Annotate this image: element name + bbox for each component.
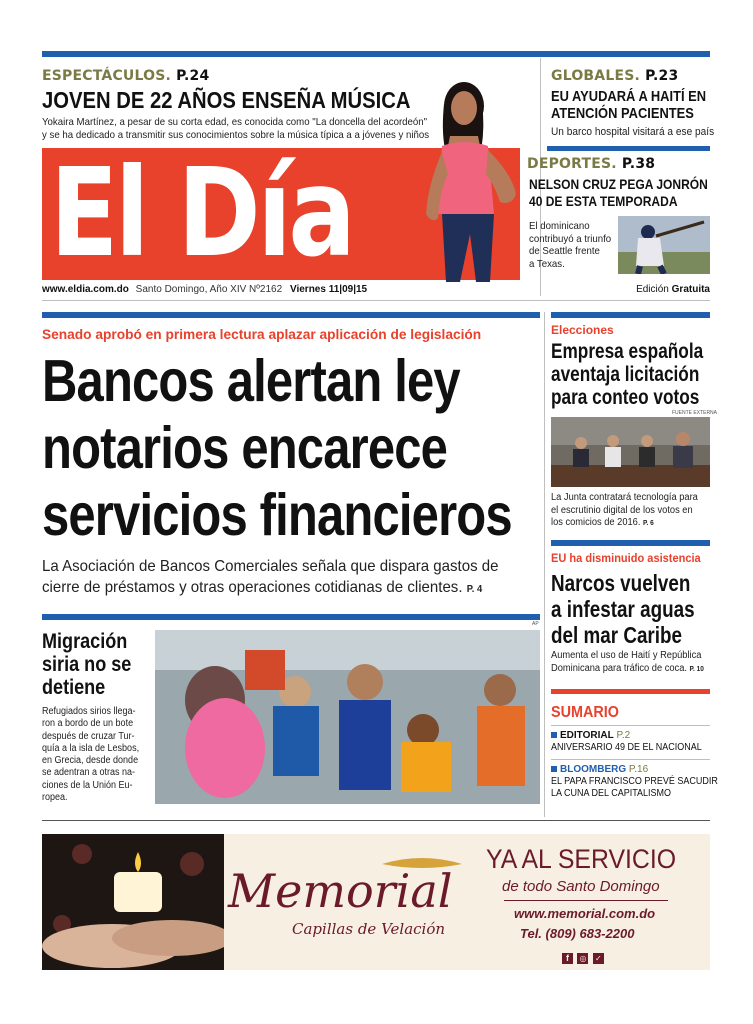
migracion-body-line: ropea. xyxy=(42,792,68,804)
espectaculos-dek-1: Yokaira Martínez, a pesar de su corta edad, es conocida como "La doncella del acordeón" xyxy=(42,116,428,128)
globales-headline-1[interactable]: EU AYUDARÁ A HAITÍ EN xyxy=(551,88,707,105)
issue-date: Viernes 11|09|15 xyxy=(289,284,368,295)
memorial-brand: Memorial xyxy=(228,864,453,918)
dateline xyxy=(42,284,710,300)
masthead-logo: El Día xyxy=(50,142,353,284)
migracion-headline[interactable] xyxy=(42,630,131,699)
deportes-dek-1: El dominicano xyxy=(529,220,590,232)
sumario-item-text-1: EL PAPA FRANCISCO PREVÉ SACUDIR xyxy=(551,776,718,787)
lead-kicker[interactable]: Senado aprobó en primera lectura aplazar aplicación de legislación xyxy=(42,326,482,342)
elecciones-caption-2: el escrutinio digital de los votos en xyxy=(551,504,693,516)
dateline-rule xyxy=(42,300,710,301)
narcos-dek-2: Dominicana para tráfico de coca. xyxy=(551,662,687,674)
migracion-rule xyxy=(42,614,540,620)
model-photo xyxy=(420,74,532,284)
elecciones-caption xyxy=(551,492,698,531)
sumario-item-page: P.2 xyxy=(616,730,631,741)
deportes-headline-1[interactable]: NELSON CRUZ PEGA JONRÓN xyxy=(529,176,708,192)
instagram-icon[interactable]: ◎ xyxy=(577,953,588,964)
migracion-body-line: se adentran a otras na- xyxy=(42,767,136,779)
place-issue: Santo Domingo, Año XIV Nº2162 xyxy=(135,284,283,295)
migracion-body-line: Refugiados sirios llega- xyxy=(42,706,136,717)
facebook-icon[interactable]: f xyxy=(562,953,573,964)
narcos-dek-1: Aumenta el uso de Haití y República xyxy=(551,650,702,661)
migracion-body-line: ron a bordo de un bote xyxy=(42,718,134,730)
espectaculos-label: ESPECTÁCULOS. xyxy=(42,68,172,84)
deportes-dek-2: contribuyó a triunfo xyxy=(529,232,612,245)
deportes-rule xyxy=(547,146,710,151)
ad-divider xyxy=(504,900,668,901)
baseball-photo xyxy=(618,216,710,274)
sumario-item-text-2: LA CUNA DEL CAPITALISMO xyxy=(551,788,672,799)
deportes-dek-4: a Texas. xyxy=(529,257,565,270)
lead-dek-page: P. 4 xyxy=(466,584,483,595)
deportes-page: P.38 xyxy=(621,156,656,172)
elecciones-rule xyxy=(551,312,710,318)
elecciones-headline-3: para conteo votos xyxy=(551,386,700,409)
sumario-title-rule xyxy=(551,725,710,726)
lead-headline-2[interactable]: notarios encarece xyxy=(42,415,448,481)
espectaculos-dek-2: y se ha dedicado a transmitir sus conocimientos sobre la música típica a a jóvenes y niños xyxy=(42,129,430,141)
sumario-item-text: ANIVERSARIO 49 DE EL NACIONAL xyxy=(551,742,702,753)
migracion-headline-1: Migración xyxy=(42,630,128,653)
lead-dek-2-line xyxy=(42,577,499,600)
migracion-headline-3: detiene xyxy=(42,676,106,699)
ad-phone[interactable]: Tel. (809) 683-2200 xyxy=(520,926,635,941)
lead-headline-3[interactable]: servicios financieros xyxy=(42,482,512,548)
migracion-credit: AP xyxy=(532,621,539,627)
globales-dek: Un barco hospital visitará a ese país xyxy=(551,126,715,138)
edition-label: Edición xyxy=(636,284,669,295)
narcos-headline-1: Narcos vuelven xyxy=(551,570,691,596)
sumario-item-bloomberg[interactable] xyxy=(551,764,718,800)
lead-rule xyxy=(42,312,540,318)
deportes-kicker[interactable] xyxy=(527,156,655,172)
narcos-dek-2-line xyxy=(551,663,704,677)
narcos-dek-page: P. 10 xyxy=(689,665,704,673)
sumario-item-rule xyxy=(551,759,710,760)
espectaculos-kicker[interactable] xyxy=(42,68,209,84)
memorial-brand-sub: Capillas de Velación xyxy=(292,920,446,938)
elecciones-credit: FUENTE EXTERNA xyxy=(672,410,718,416)
sumario-title: SUMARIO xyxy=(551,704,620,721)
elecciones-caption-3: los comicios de 2016. xyxy=(551,517,641,528)
narcos-headline-3: del mar Caribe xyxy=(551,622,683,648)
lead-dek xyxy=(42,556,499,600)
migracion-photo xyxy=(155,630,540,804)
top-rule xyxy=(42,51,710,57)
website[interactable]: www.eldia.com.do xyxy=(42,284,129,295)
espectaculos-page: P.24 xyxy=(176,68,210,84)
edition xyxy=(636,284,710,295)
globales-headline-2[interactable]: ATENCIÓN PACIENTES xyxy=(551,105,694,122)
deportes-dek xyxy=(529,220,611,270)
migracion-body-line: ciones de la Unión Eu- xyxy=(42,779,133,791)
sumario-item-editorial[interactable] xyxy=(551,730,710,754)
espectaculos-headline[interactable]: JOVEN DE 22 AÑOS ENSEÑA MÚSICA xyxy=(42,87,411,113)
candle-photo xyxy=(42,834,224,970)
migracion-body xyxy=(42,706,139,804)
lead-headline-1[interactable]: Bancos alertan ley xyxy=(42,348,460,414)
social-icons xyxy=(562,948,604,966)
sumario-rule xyxy=(551,689,710,694)
ad-top-rule xyxy=(42,820,710,821)
globales-page: P.23 xyxy=(645,68,679,84)
elecciones-caption-3-line xyxy=(551,517,698,531)
edition-value: Gratuita xyxy=(671,284,710,295)
migracion-body-line: después de cruzar Tur- xyxy=(42,730,135,742)
deportes-dek-3: de Seattle frente xyxy=(529,245,600,257)
memorial-ad[interactable] xyxy=(42,834,710,970)
narcos-headline-2: a infestar aguas xyxy=(551,596,695,622)
elecciones-headline-2: aventaja licitación xyxy=(551,363,700,386)
ad-url[interactable]: www.memorial.com.do xyxy=(514,906,656,921)
globales-kicker[interactable] xyxy=(551,68,678,84)
narcos-rule xyxy=(551,540,710,546)
square-bullet-icon xyxy=(551,766,557,772)
elecciones-caption-page: P. 6 xyxy=(643,520,654,527)
narcos-headline[interactable] xyxy=(551,570,695,648)
globales-label: GLOBALES. xyxy=(551,68,641,84)
elecciones-caption-1: La Junta contratará tecnología para xyxy=(551,492,698,503)
migracion-headline-2: siria no se xyxy=(42,653,132,676)
migracion-body-line: en Grecia, desde donde xyxy=(42,755,139,767)
twitter-icon[interactable]: ✓ xyxy=(593,953,604,964)
ad-subheadline: de todo Santo Domingo xyxy=(502,878,660,895)
lead-dek-2: cierre de préstamos y otras operaciones cotidianas de clientes. xyxy=(42,579,463,596)
deportes-headline-2[interactable]: 40 DE ESTA TEMPORADA xyxy=(529,193,678,209)
sumario-item-label: EDITORIAL xyxy=(560,730,614,741)
main-column-divider xyxy=(544,312,545,817)
square-bullet-icon xyxy=(551,732,557,738)
narcos-section[interactable]: EU ha disminuido asistencia xyxy=(551,551,701,565)
elecciones-headline-1: Empresa española xyxy=(551,340,704,363)
migracion-body-line: quía a la isla de Lesbos, xyxy=(42,742,140,754)
deportes-label: DEPORTES. xyxy=(527,156,617,172)
elecciones-photo xyxy=(551,417,710,487)
sumario-item-label: BLOOMBERG xyxy=(560,764,627,775)
elecciones-section[interactable]: Elecciones xyxy=(551,323,614,337)
narcos-dek xyxy=(551,650,704,676)
sumario-item-page: P.16 xyxy=(628,764,649,775)
ad-headline: YA AL SERVICIO xyxy=(486,844,677,874)
elecciones-headline[interactable] xyxy=(551,340,703,409)
lead-dek-1: La Asociación de Bancos Comerciales señala que dispara gastos de xyxy=(42,558,499,575)
